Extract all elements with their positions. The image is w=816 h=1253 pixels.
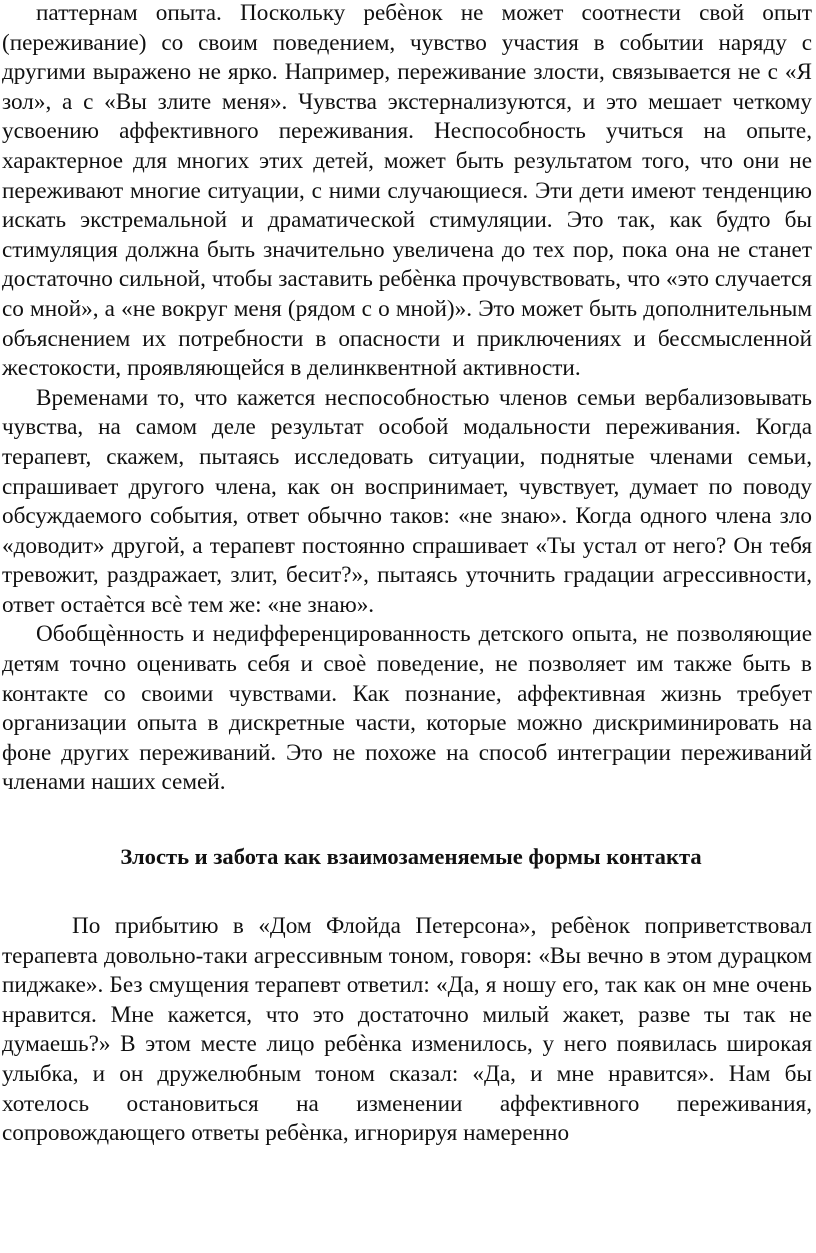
paragraph-1: паттернам опыта. Поскольку ребѐнок не может соотнести свой опыт (переживание) со своим поведением, чувство участия в событии наряду с другими выражено не ярко. Например, переживание злости, связывается не с «Я зол», а с «Вы злите меня». Чувства экстернализуются, и это мешает четкому усвоению аффективного переживания. Неспособность учиться на опыте, характерное для многих этих детей, может быть результатом того, что они не переживают многие ситуации, с ними случающиеся. Эти дети имеют тенденцию искать экстремальной и драматической стимуляции. Это так, как будто бы стимуляция должна быть значительно увеличена до тех пор, пока она не станет достаточно сильной, чтобы заставить ребѐнка прочувствовать, что «это случается со мной», а «не вокруг меня (рядом с о мной)». Это может быть дополнительным объяснением их потребности в опасности и приключениях и бессмысленной жестокости, проявляющейся в делинквентной активности. bbox=[2, 0, 812, 382]
section-heading: Злость и забота как взаимозаменяемые формы контакта bbox=[120, 844, 702, 870]
paragraph-4: По прибытию в «Дом Флойда Петерсона», ребѐнок поприветствовал терапевта довольно-таки агрессивным тоном, говоря: «Вы вечно в этом дурацком пиджаке». Без смущения терапевт ответил: «Да, я ношу его, так как он мне очень нравится. Мне кажется, что это достаточно милый жакет, разве ты так не думаешь?» В этом месте лицо ребѐнка изменилось, у него появилась широкая улыбка, и он дружелюбным тоном сказал: «Да, и мне нравится». Нам бы хотелось остановиться на изменении аффективного переживания, сопровождающего ответы ребѐнка, игнорируя намеренно bbox=[2, 913, 812, 1147]
paragraph-2: Временами то, что кажется неспособностью членов семьи вербализовывать чувства, на самом деле результат особой модальности переживания. Когда терапевт, скажем, пытаясь исследовать ситуации, поднятые членами семьи, спрашивает другого члена, как он воспринимает, чувствует, думает по поводу обсуждаемого события, ответ обычно таков: «не знаю». Когда одного члена зло «доводит» другой, а терапевт постоянно спрашивает «Ты устал от него? Он тебя тревожит, раздражает, злит, бесит?», пытаясь уточнить градации агрессивности, ответ остаѐтся всѐ тем же: «не знаю». bbox=[2, 384, 812, 618]
paragraph-3: Обобщѐнность и недифференцированность детского опыта, не позволяющие детям точно оценивать себя и своѐ поведение, не позволяет им также быть в контакте со своими чувствами. Как познание, аффективная жизнь требует организации опыта в дискретные части, которые можно дискриминировать на фоне других переживаний. Это не похоже на способ интеграции переживаний членами наших семей. bbox=[2, 621, 812, 796]
